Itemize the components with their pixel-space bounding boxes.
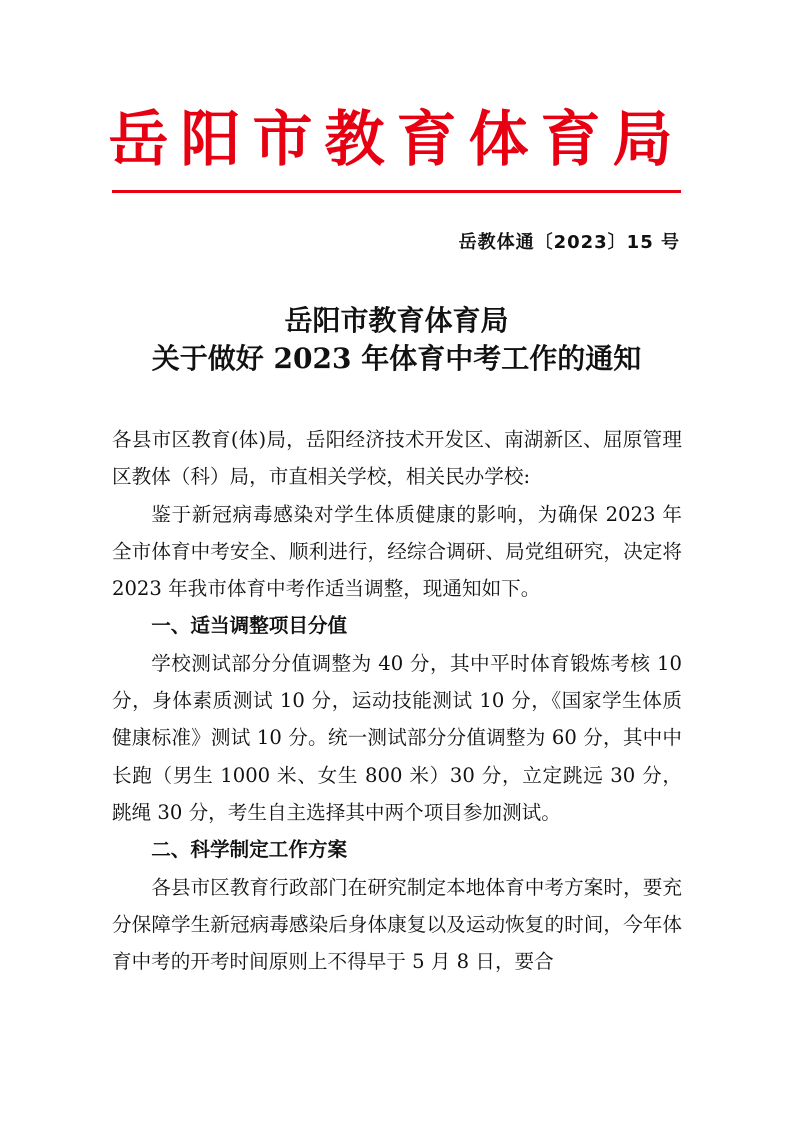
notice-title-line-1: 岳阳市教育体育局: [284, 304, 509, 337]
notice-body: [112, 421, 682, 980]
agency-masthead: 岳阳市教育体育局: [108, 105, 685, 175]
section-1-paragraph: 学校测试部分分值调整为 40 分，其中平时体育锻炼考核 10 分，身体素质测试 10 分，运动技能测试 10 分，《国家学生体质健康标准》测试 10 分。统一测试部分分值调整为 60 分，其中中长跑（男生 1000 米、女生 800 米）30 分，立定跳远 30 分，跳绳 30 分，考生自主选择其中两个项目参加测试。: [112, 651, 682, 824]
section-1-heading: 一、适当调整项目分值: [151, 614, 348, 638]
red-divider-rule: [112, 190, 681, 193]
notice-title-line-2: 关于做好 2023 年体育中考工作的通知: [151, 342, 642, 375]
section-2-heading: 二、科学制定工作方案: [151, 838, 348, 862]
section-2-paragraph: 各县市区教育行政部门在研究制定本地体育中考方案时，要充分保障学生新冠病毒感染后身体康复以及运动恢复的时间，今年体育中考的开考时间原则上不得早于 5 月 8 日，要合: [112, 875, 682, 974]
intro-paragraph: 鉴于新冠病毒感染对学生体质健康的影响，为确保 2023 年全市体育中考安全、顺利进行，经综合调研、局党组研究，决定将 2023 年我市体育中考作适当调整，现通知如下。: [112, 502, 682, 601]
salutation: 各县市区教育(体)局，岳阳经济技术开发区、南湖新区、屈原管理区教体（科）局，市直相关学校，相关民办学校:: [112, 428, 682, 489]
document-number: 岳教体通〔2023〕15 号: [458, 232, 680, 253]
